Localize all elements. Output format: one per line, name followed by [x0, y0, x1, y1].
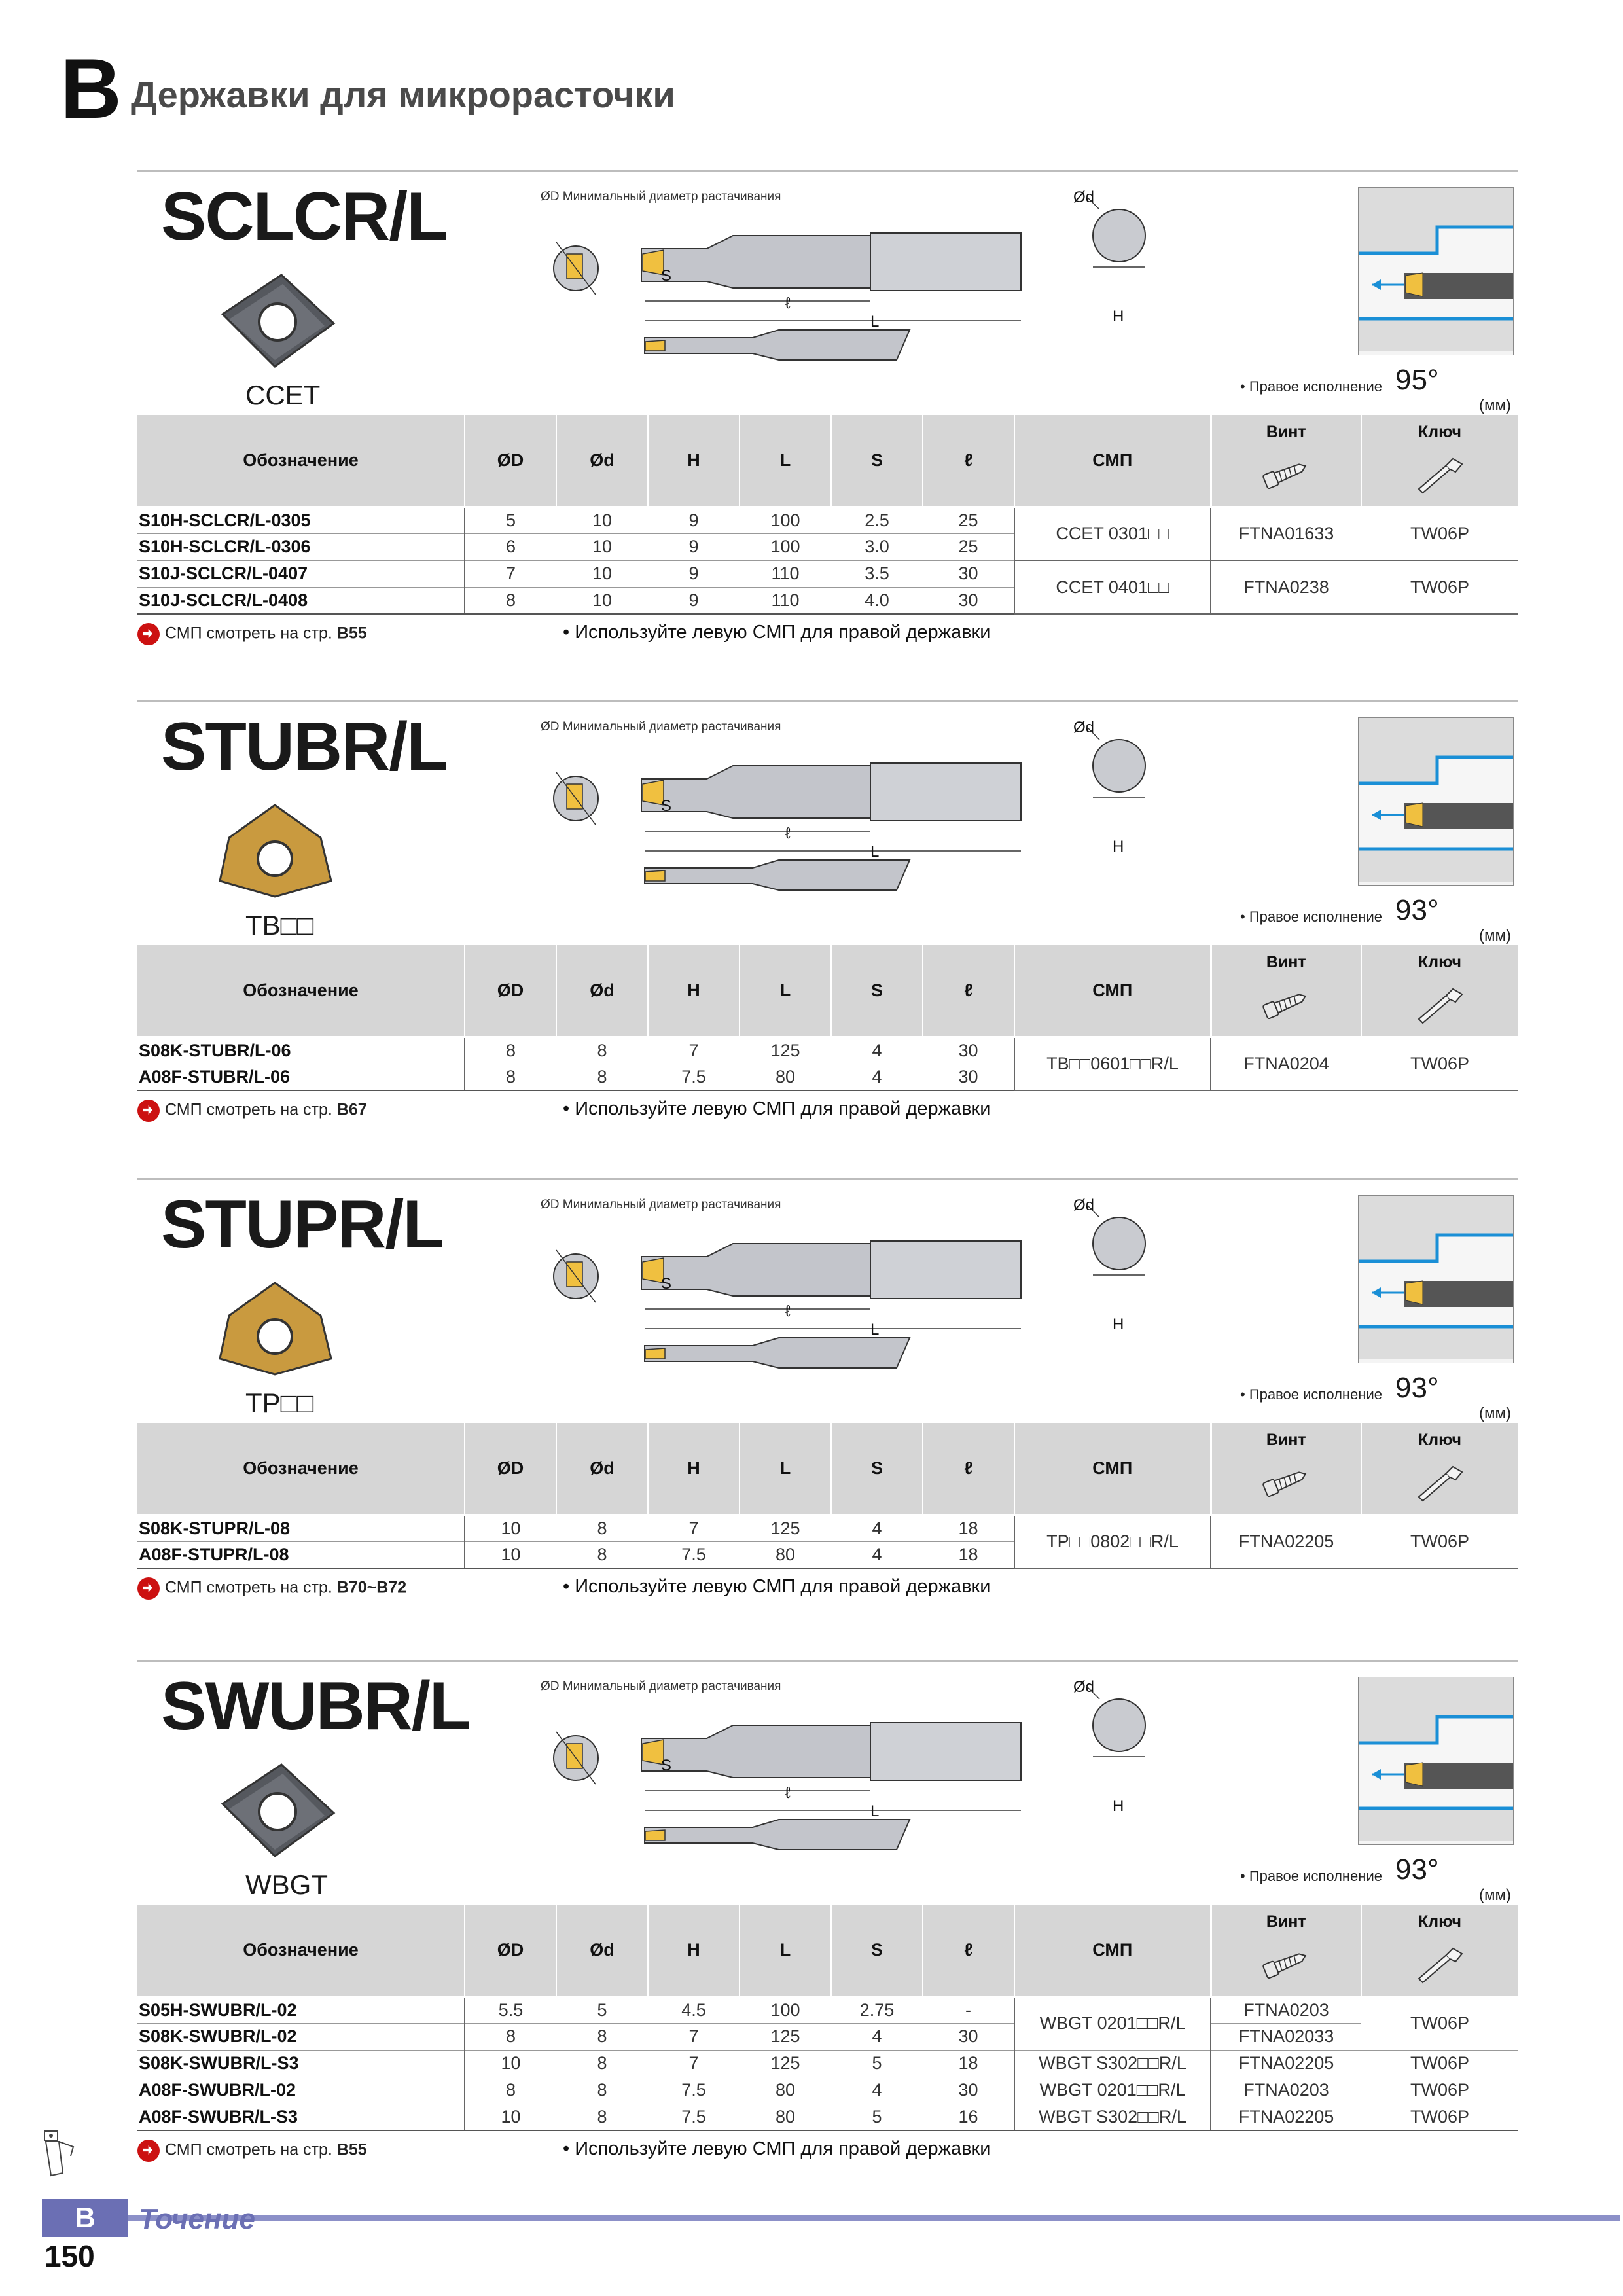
smp-cell: WBGT S302□□R/L: [1014, 2104, 1211, 2130]
unit-label: (мм): [1479, 927, 1511, 944]
dim-d-label: Ød: [1073, 1196, 1095, 1214]
dim-S-label: S: [661, 797, 672, 815]
reference-page: B67: [336, 1100, 367, 1119]
value-cell: 10: [556, 533, 648, 560]
value-cell: 4: [831, 1037, 923, 1064]
value-cell: 10: [556, 560, 648, 587]
dim-L-label: L: [870, 1803, 880, 1820]
turning-tool-icon: [39, 2127, 85, 2183]
key-header: Ключ: [1418, 1912, 1462, 1931]
insert-image: [209, 1276, 340, 1384]
designation-cell: S10J-SCLCR/L-0408: [137, 587, 465, 614]
value-cell: 100: [740, 533, 831, 560]
min-bore-caption: ØD Минимальный диаметр растачивания: [541, 190, 781, 204]
insert-reference: [137, 1577, 406, 1600]
value-cell: 7: [465, 560, 556, 587]
key-icon: [1362, 1946, 1518, 1990]
th-H: H: [648, 945, 740, 1037]
value-cell: 2.75: [831, 1996, 923, 2023]
th-S: S: [831, 1905, 923, 1996]
value-cell: 7: [648, 1037, 740, 1064]
value-cell: 8: [556, 2050, 648, 2077]
value-cell: 125: [740, 1037, 831, 1064]
designation-cell: S08K-STUPR/L-08: [137, 1515, 465, 1541]
value-cell: 8: [556, 1515, 648, 1541]
value-cell: 10: [465, 1541, 556, 1568]
value-cell: 18: [923, 2050, 1014, 2077]
value-cell: 8: [465, 1064, 556, 1090]
table-row: [137, 2023, 1518, 2050]
dim-d-label: Ød: [1073, 188, 1095, 206]
th-designation: Обозначение: [137, 945, 465, 1037]
lead-angle: 93°: [1395, 1854, 1439, 1886]
th-D: ØD: [465, 945, 556, 1037]
value-cell: 7.5: [648, 1541, 740, 1568]
cross-section-drawing: [1080, 190, 1158, 285]
value-cell: 8: [556, 1541, 648, 1568]
unit-label: (мм): [1479, 1405, 1511, 1422]
insert-image: [209, 268, 340, 376]
key-cell: TW06P: [1361, 2104, 1518, 2130]
screw-cell: FTNA01633: [1211, 507, 1361, 560]
reference-prefix: СМП смотреть на стр.: [165, 1100, 332, 1119]
dim-S-label: S: [661, 1757, 672, 1774]
th-screw: [1211, 945, 1361, 1037]
spec-table: [137, 1905, 1519, 2131]
product-section-stupr: [137, 1178, 1518, 1682]
spec-table: [137, 1423, 1519, 1569]
table-row: [137, 560, 1518, 587]
product-code: SWUBR/L: [161, 1668, 470, 1744]
value-cell: 10: [556, 507, 648, 533]
value-cell: 125: [740, 1515, 831, 1541]
value-cell: 7: [648, 2050, 740, 2077]
value-cell: 110: [740, 560, 831, 587]
dim-L-label: L: [870, 313, 880, 331]
dim-S-label: S: [661, 267, 672, 285]
th-screw: [1211, 415, 1361, 507]
value-cell: 9: [648, 560, 740, 587]
th-designation: Обозначение: [137, 415, 465, 507]
screw-cell: FTNA02033: [1211, 2023, 1361, 2050]
value-cell: 10: [465, 2050, 556, 2077]
product-section-swubr: [137, 1660, 1518, 2164]
th-H: H: [648, 1423, 740, 1515]
min-bore-caption: ØD Минимальный диаметр растачивания: [541, 720, 781, 734]
th-smp: СМП: [1014, 945, 1211, 1037]
insert-reference: [137, 623, 367, 645]
value-cell: 125: [740, 2023, 831, 2050]
designation-cell: S05H-SWUBR/L-02: [137, 1996, 465, 2023]
value-cell: 25: [923, 533, 1014, 560]
value-cell: 9: [648, 533, 740, 560]
value-cell: 8: [465, 2077, 556, 2104]
designation-cell: A08F-STUPR/L-08: [137, 1541, 465, 1568]
value-cell: 4: [831, 2077, 923, 2104]
dim-H-label: H: [1113, 1316, 1124, 1333]
value-cell: 8: [556, 1037, 648, 1064]
reference-prefix: СМП смотреть на стр.: [165, 1578, 332, 1597]
page-link-icon: [137, 1100, 160, 1122]
spec-table: [137, 945, 1519, 1091]
reference-prefix: СМП смотреть на стр.: [165, 2140, 332, 2159]
th-designation: Обозначение: [137, 1905, 465, 1996]
reference-page: B55: [336, 2140, 367, 2159]
dim-H-label: H: [1113, 308, 1124, 325]
machining-diagram: [1358, 717, 1514, 886]
dim-l-label: ℓ: [785, 1784, 791, 1802]
smp-cell: CCET 0301□□: [1014, 507, 1211, 560]
screw-icon: [1212, 1946, 1361, 1986]
value-cell: 10: [465, 2104, 556, 2130]
product-section-sclcr: [137, 170, 1518, 674]
key-cell: TW06P: [1361, 507, 1518, 560]
th-l: ℓ: [923, 415, 1014, 507]
usage-note: • Используйте левую СМП для правой державки: [563, 622, 991, 643]
value-cell: 110: [740, 587, 831, 614]
chapter-tab: B: [42, 2199, 128, 2237]
smp-cell: CCET 0401□□: [1014, 560, 1211, 614]
value-cell: 6: [465, 533, 556, 560]
min-bore-caption: ØD Минимальный диаметр растачивания: [541, 1198, 781, 1211]
value-cell: 5: [831, 2104, 923, 2130]
value-cell: 2.5: [831, 507, 923, 533]
value-cell: 8: [556, 2104, 648, 2130]
spec-table: [137, 415, 1519, 615]
th-D: ØD: [465, 415, 556, 507]
value-cell: 7: [648, 1515, 740, 1541]
holder-drawing: [530, 190, 1067, 389]
designation-cell: A08F-STUBR/L-06: [137, 1064, 465, 1090]
designation-cell: A08F-SWUBR/L-S3: [137, 2104, 465, 2130]
th-l: ℓ: [923, 1423, 1014, 1515]
key-cell: TW06P: [1361, 1037, 1518, 1090]
right-version-label: • Правое исполнение: [1240, 1386, 1382, 1403]
th-key: [1361, 1423, 1518, 1515]
smp-cell: WBGT 0201□□R/L: [1014, 1996, 1211, 2050]
screw-cell: FTNA0238: [1211, 560, 1361, 614]
dim-H-label: H: [1113, 1797, 1124, 1815]
reference-page: B70~B72: [336, 1578, 407, 1597]
th-D: ØD: [465, 1423, 556, 1515]
insert-reference: [137, 1100, 367, 1122]
reference-page: B55: [336, 624, 367, 643]
right-version-label: • Правое исполнение: [1240, 378, 1382, 395]
value-cell: 4: [831, 1515, 923, 1541]
dim-l-label: ℓ: [785, 295, 791, 312]
section-divider: [137, 1660, 1518, 1662]
dim-l-label: ℓ: [785, 825, 791, 842]
smp-cell: WBGT S302□□R/L: [1014, 2050, 1211, 2077]
machining-diagram: [1358, 1195, 1514, 1363]
page-number: 150: [45, 2239, 95, 2273]
value-cell: 4: [831, 1541, 923, 1568]
insert-image: [209, 1758, 340, 1866]
designation-cell: S08K-SWUBR/L-S3: [137, 2050, 465, 2077]
right-version-label: • Правое исполнение: [1240, 908, 1382, 925]
section-letter: B: [60, 41, 122, 136]
reference-prefix: СМП смотреть на стр.: [165, 624, 332, 643]
value-cell: 5.5: [465, 1996, 556, 2023]
th-D: ØD: [465, 1905, 556, 1996]
cross-section-drawing: [1080, 1198, 1158, 1293]
table-row: [137, 1996, 1518, 2023]
th-d: Ød: [556, 1423, 648, 1515]
value-cell: 8: [556, 2077, 648, 2104]
page-link-icon: [137, 623, 160, 645]
value-cell: 10: [465, 1515, 556, 1541]
dim-H-label: H: [1113, 838, 1124, 855]
insert-image: [209, 798, 340, 906]
value-cell: 8: [465, 2023, 556, 2050]
th-d: Ød: [556, 415, 648, 507]
screw-cell: FTNA0204: [1211, 1037, 1361, 1090]
smp-cell: TB□□0601□□R/L: [1014, 1037, 1211, 1090]
designation-cell: A08F-SWUBR/L-02: [137, 2077, 465, 2104]
usage-note: • Используйте левую СМП для правой державки: [563, 2138, 991, 2159]
usage-note: • Используйте левую СМП для правой державки: [563, 1098, 991, 1119]
value-cell: -: [923, 1996, 1014, 2023]
value-cell: 3.5: [831, 560, 923, 587]
cross-section-drawing: [1080, 1679, 1158, 1774]
value-cell: 7.5: [648, 2077, 740, 2104]
th-d: Ød: [556, 1905, 648, 1996]
unit-label: (мм): [1479, 1886, 1511, 1904]
key-cell: TW06P: [1361, 1996, 1518, 2050]
value-cell: 8: [465, 587, 556, 614]
key-cell: TW06P: [1361, 560, 1518, 614]
screw-icon: [1212, 456, 1361, 496]
screw-cell: FTNA02205: [1211, 2104, 1361, 2130]
value-cell: 5: [831, 2050, 923, 2077]
insert-reference: [137, 2140, 367, 2162]
th-L: L: [740, 1905, 831, 1996]
value-cell: 4: [831, 1064, 923, 1090]
value-cell: 4.5: [648, 1996, 740, 2023]
table-row: [137, 2104, 1518, 2130]
table-row: [137, 507, 1518, 533]
screw-icon: [1212, 986, 1361, 1026]
value-cell: 30: [923, 2077, 1014, 2104]
machining-diagram: [1358, 1677, 1514, 1845]
smp-cell: WBGT 0201□□R/L: [1014, 2077, 1211, 2104]
screw-cell: FTNA0203: [1211, 1996, 1361, 2023]
value-cell: 8: [465, 1037, 556, 1064]
screw-cell: FTNA02205: [1211, 1515, 1361, 1568]
key-cell: TW06P: [1361, 2050, 1518, 2077]
designation-cell: S10H-SCLCR/L-0306: [137, 533, 465, 560]
section-divider: [137, 1178, 1518, 1180]
screw-header: Винт: [1266, 1431, 1306, 1449]
th-key: [1361, 945, 1518, 1037]
th-designation: Обозначение: [137, 1423, 465, 1515]
value-cell: 4: [831, 2023, 923, 2050]
dim-d-label: Ød: [1073, 719, 1095, 736]
value-cell: 30: [923, 587, 1014, 614]
value-cell: 80: [740, 1541, 831, 1568]
dim-S-label: S: [661, 1275, 672, 1293]
th-d: Ød: [556, 945, 648, 1037]
key-icon: [1362, 1464, 1518, 1508]
cross-section-drawing: [1080, 720, 1158, 815]
value-cell: 3.0: [831, 533, 923, 560]
designation-cell: S10H-SCLCR/L-0305: [137, 507, 465, 533]
designation-cell: S10J-SCLCR/L-0407: [137, 560, 465, 587]
page-link-icon: [137, 2140, 160, 2162]
value-cell: 18: [923, 1515, 1014, 1541]
value-cell: 9: [648, 507, 740, 533]
product-code: STUBR/L: [161, 709, 447, 785]
unit-label: (мм): [1479, 397, 1511, 414]
dim-L-label: L: [870, 1321, 880, 1338]
value-cell: 5: [465, 507, 556, 533]
th-S: S: [831, 415, 923, 507]
th-l: ℓ: [923, 945, 1014, 1037]
value-cell: 30: [923, 2023, 1014, 2050]
chapter-strip: [128, 2215, 1620, 2221]
value-cell: 80: [740, 2077, 831, 2104]
holder-drawing: [530, 720, 1067, 920]
value-cell: 100: [740, 507, 831, 533]
th-L: L: [740, 415, 831, 507]
lead-angle: 93°: [1395, 894, 1439, 926]
designation-cell: S08K-SWUBR/L-02: [137, 2023, 465, 2050]
value-cell: 80: [740, 2104, 831, 2130]
th-key: [1361, 1905, 1518, 1996]
value-cell: 125: [740, 2050, 831, 2077]
th-L: L: [740, 945, 831, 1037]
insert-type-label: CCET: [245, 380, 321, 410]
dim-l-label: ℓ: [785, 1302, 791, 1320]
section-divider: [137, 700, 1518, 702]
chapter-name: Точение: [139, 2203, 255, 2235]
machining-diagram: [1358, 187, 1514, 355]
key-icon: [1362, 986, 1518, 1030]
insert-type-label: WBGT: [245, 1869, 328, 1900]
page-link-icon: [137, 1577, 160, 1600]
dim-L-label: L: [870, 843, 880, 861]
key-header: Ключ: [1418, 1431, 1462, 1449]
table-row: [137, 1037, 1518, 1064]
th-smp: СМП: [1014, 415, 1211, 507]
section-divider: [137, 170, 1518, 172]
value-cell: 30: [923, 1064, 1014, 1090]
dim-d-label: Ød: [1073, 1678, 1095, 1696]
screw-header: Винт: [1266, 1912, 1306, 1931]
value-cell: 7.5: [648, 2104, 740, 2130]
key-icon: [1362, 456, 1518, 500]
value-cell: 80: [740, 1064, 831, 1090]
value-cell: 7: [648, 2023, 740, 2050]
product-code: STUPR/L: [161, 1187, 443, 1263]
usage-note: • Используйте левую СМП для правой державки: [563, 1576, 991, 1597]
screw-header: Винт: [1266, 953, 1306, 971]
th-H: H: [648, 1905, 740, 1996]
value-cell: 16: [923, 2104, 1014, 2130]
smp-cell: TP□□0802□□R/L: [1014, 1515, 1211, 1568]
screw-cell: FTNA0203: [1211, 2077, 1361, 2104]
table-row: [137, 2050, 1518, 2077]
value-cell: 9: [648, 587, 740, 614]
th-l: ℓ: [923, 1905, 1014, 1996]
th-screw: [1211, 1423, 1361, 1515]
page-title: Державки для микрорасточки: [131, 74, 675, 115]
th-S: S: [831, 1423, 923, 1515]
th-H: H: [648, 415, 740, 507]
key-header: Ключ: [1418, 423, 1462, 441]
holder-drawing: [530, 1679, 1067, 1879]
insert-type-label: TB□□: [245, 910, 314, 941]
screw-icon: [1212, 1464, 1361, 1504]
table-row: [137, 2077, 1518, 2104]
table-row: [137, 1515, 1518, 1541]
key-header: Ключ: [1418, 953, 1462, 971]
value-cell: 100: [740, 1996, 831, 2023]
lead-angle: 95°: [1395, 364, 1439, 396]
value-cell: 5: [556, 1996, 648, 2023]
right-version-label: • Правое исполнение: [1240, 1868, 1382, 1884]
screw-cell: FTNA02205: [1211, 2050, 1361, 2077]
th-screw: [1211, 1905, 1361, 1996]
screw-header: Винт: [1266, 423, 1306, 441]
value-cell: 10: [556, 587, 648, 614]
th-smp: СМП: [1014, 1905, 1211, 1996]
value-cell: 30: [923, 560, 1014, 587]
designation-cell: S08K-STUBR/L-06: [137, 1037, 465, 1064]
th-L: L: [740, 1423, 831, 1515]
value-cell: 7.5: [648, 1064, 740, 1090]
value-cell: 25: [923, 507, 1014, 533]
insert-type-label: TP□□: [245, 1388, 314, 1418]
key-cell: TW06P: [1361, 1515, 1518, 1568]
th-S: S: [831, 945, 923, 1037]
product-code: SCLCR/L: [161, 179, 447, 255]
value-cell: 30: [923, 1037, 1014, 1064]
lead-angle: 93°: [1395, 1372, 1439, 1404]
min-bore-caption: ØD Минимальный диаметр растачивания: [541, 1679, 781, 1693]
key-cell: TW06P: [1361, 2077, 1518, 2104]
value-cell: 18: [923, 1541, 1014, 1568]
th-smp: СМП: [1014, 1423, 1211, 1515]
value-cell: 8: [556, 2023, 648, 2050]
product-section-stubr: [137, 700, 1518, 1204]
value-cell: 4.0: [831, 587, 923, 614]
th-key: [1361, 415, 1518, 507]
holder-drawing: [530, 1198, 1067, 1397]
value-cell: 8: [556, 1064, 648, 1090]
